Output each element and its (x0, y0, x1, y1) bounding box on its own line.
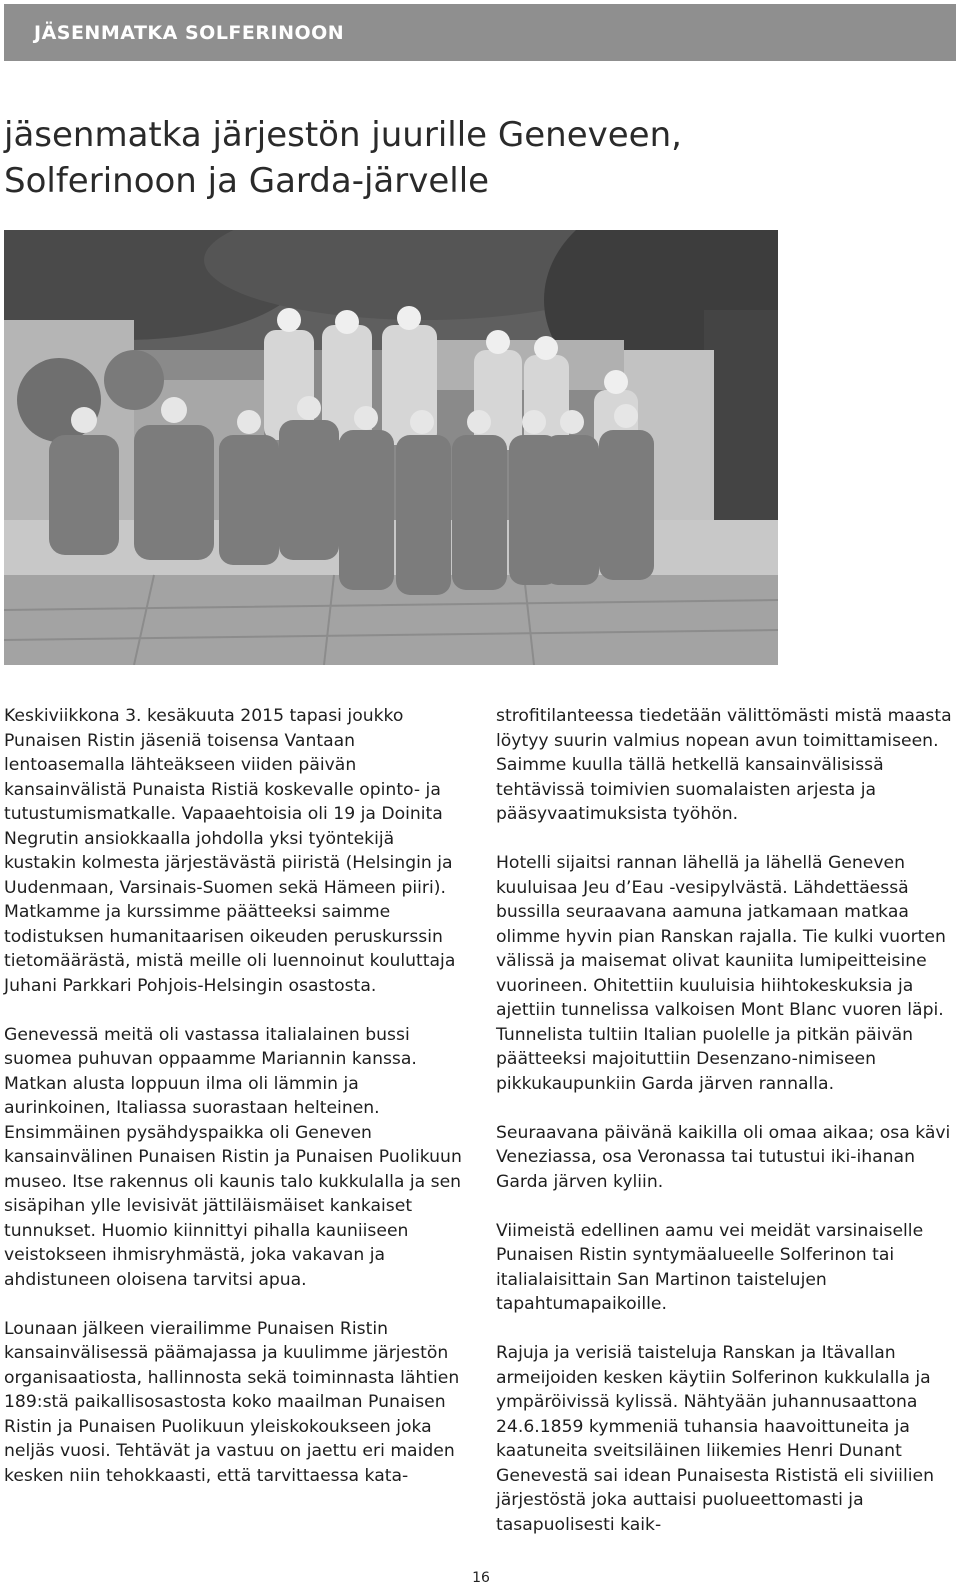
paragraph: Genevessä meitä oli vastassa italialainen bussi suomea puhuvan oppaamme Mariannin kanssa. Matkan alusta loppuun ilma oli lämmin ja aurinkoinen, Italiassa suorastaan helteinen. Ensimmäinen pysähdyspaikka oli Geneven kansainvälinen Punaisen Ristin ja Punaisen Puolikuun museo. Itse rakennus oli kaunis talo kukkulalla ja sen sisäpihan ylle levisivät jättiläismäiset kankaiset tunnukset. Huomio kiinnittyi pihalla kauniiseen veistokseen ihmisryhmästä, joka vakavan ja ahdistuneen oloisena tarvitsi apua. (4, 1024, 462, 1290)
paragraph: Rajuja ja verisiä taisteluja Ranskan ja Itävallan armeijoiden kesken käytiin Solferinon kukkulalla ja ympäröivissä kylissä. Nähtyään juhannusaattona 24.6.1859 kymmeniä tuhansia haavoittuneita ja kaatuneita sveitsiläinen liikemies Henri Dunant Genevestä sai idean Punaisesta Rististä eli siviilien järjestöstä joka auttaisi puolueettomasti ja tasapuolisesti kaik- (496, 1343, 934, 1535)
article-right-column (496, 704, 960, 1562)
paragraph: Viimeistä edellinen aamu vei meidät varsinaiselle Punaisen Ristin syntymäalueelle Solferinon tai italialaisittain San Martinon taistelujen tapahtumapaikoille. (496, 1220, 924, 1314)
paragraph: strofitilanteessa tiedetään välittömästi mistä maasta löytyy suurin valmius nopean avun toimittamiseen. Saimme kuulla tällä hetkellä kansainvälisissä tehtävissä toimivien suomalaisten arjesta ja pääsyvaatimuksista työhön. (496, 706, 952, 824)
article-title (4, 112, 934, 204)
group-photo (4, 230, 778, 665)
paragraph: Seuraavana päivänä kaikilla oli omaa aikaa; osa kävi Veneziassa, osa Veronassa tai tutustui iki-ihanan Garda järven kyliin. (496, 1122, 951, 1192)
article-left-column (4, 704, 469, 1513)
page-number: 16 (472, 1570, 490, 1586)
article-title-line-2: Solferinoon ja Garda-järvelle (4, 161, 490, 201)
paragraph: Lounaan jälkeen vierailimme Punaisen Ristin kansainvälisessä päämajassa ja kuulimme järjestön organisaatiosta, hallinnosta sekä toiminnasta lähtien 189:stä paikallisosastosta koko maailman Punaisen Ristin ja Punaisen Puolikuun yleiskokoukseen joka neljäs vuosi. Tehtävät ja vastuu on jaettu eri maiden kesken niin tehokkaasti, että tarvittaessa kata- (4, 1318, 460, 1486)
paragraph: Keskiviikkona 3. kesäkuuta 2015 tapasi joukko Punaisen Ristin jäseniä toisensa Vantaan lentoasemalla lähteäkseen viiden päivän kansainvälistä Punaista Ristiä koskevalle opinto- ja tutustumismatkalle. Vapaaehtoisia oli 19 ja Doinita Negrutin ansiokkaalla johdolla yksi työntekijä kustakin kolmesta järjestävästä piiristä (Helsingin ja Uudenmaan, Varsinais-Suomen sekä Hämeen piiri). Matkamme ja kurssimme päätteeksi saimme todistuksen humanitaarisen oikeuden peruskurssin tietomäärästä, mistä meille oli luennoinut kouluttaja Juhani Parkkari Pohjois-Helsingin osastosta. (4, 706, 456, 996)
group-photo-illustration (4, 230, 778, 665)
paragraph: Hotelli sijaitsi rannan lähellä ja lähellä Geneven kuuluisaa Jeu d’Eau -vesipylvästä. Lähdettäessä bussilla seuraavana aamuna jatkamaan matkaa olimme hyvin pian Ranskan rajalla. Tie kulki vuorten välissä ja maisemat olivat kauniita lumipeitteisine vuorineen. Ohitettiin kuuluisia hiihtokeskuksia ja ajettiin tunnelissa valkoisen Mont Blanc vuoren läpi. Tunnelista tultiin Italian puolelle ja pitkän päivän päätteeksi majoituttiin Desenzano-nimiseen pikkukaupunkiin Garda järven rannalla. (496, 853, 946, 1094)
section-header-band (4, 4, 956, 61)
section-label: JÄSENMATKA SOLFERINOON (34, 22, 345, 44)
article-title-line-1: jäsenmatka järjestön juurille Geneveen, (4, 115, 682, 155)
